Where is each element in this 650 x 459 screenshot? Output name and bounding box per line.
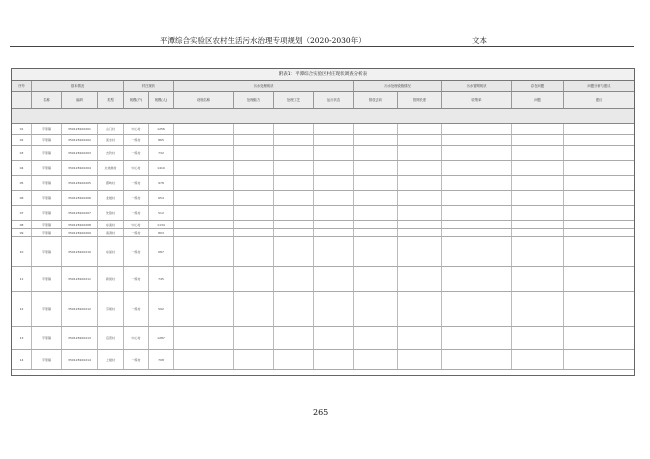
table-group-header	[12, 81, 634, 92]
table-cell: 流水村	[98, 135, 124, 145]
table-cell	[234, 292, 274, 326]
table-cell: 平原镇	[32, 146, 62, 160]
table-cell: 05	[12, 176, 32, 190]
table-cell	[314, 292, 354, 326]
table-cell	[174, 191, 234, 205]
table-cell: 平原镇	[32, 176, 62, 190]
table-cell	[398, 221, 442, 228]
table-cell	[314, 191, 354, 205]
table-cell: 803	[149, 229, 174, 236]
table-cell	[512, 327, 564, 349]
table-cell	[174, 161, 234, 175]
table-cell	[564, 229, 634, 236]
table-cell: 南湾村	[98, 229, 124, 236]
table-row	[12, 176, 634, 191]
table-cell	[512, 267, 564, 291]
table-cell	[174, 327, 234, 349]
page-number: 265	[313, 408, 329, 417]
table-cell	[174, 237, 234, 266]
page-header-title: 平潭综合实验区农村生活污水治理专项规划（2020-2030年）	[160, 36, 366, 45]
table-cell	[234, 161, 274, 175]
table-cell: 后营村	[98, 327, 124, 349]
table-cell: 北楼村	[98, 191, 124, 205]
subheader-cell: 处理能力	[234, 92, 274, 108]
table-cell	[442, 135, 512, 145]
table-cell	[354, 146, 398, 160]
table-cell	[442, 350, 512, 369]
table-cell	[512, 146, 564, 160]
table-cell: 592	[149, 292, 174, 326]
table-cell: 07	[12, 206, 32, 220]
table-cell	[234, 135, 274, 145]
table-cell	[442, 237, 512, 266]
table-cell	[564, 292, 634, 326]
table-cell	[398, 124, 442, 134]
table-cell: 中心村	[124, 221, 149, 228]
subheader-cell: 运行状态	[314, 92, 354, 108]
table-cell	[234, 350, 274, 369]
table-cell	[274, 176, 314, 190]
table-cell	[354, 191, 398, 205]
table-cell: 12	[12, 292, 32, 326]
header-rule	[10, 46, 634, 47]
table-cell	[174, 350, 234, 369]
table-row	[12, 206, 634, 221]
table-cell: 14	[12, 350, 32, 369]
table-cell	[564, 267, 634, 291]
table-cell: 745	[149, 267, 174, 291]
table-cell: 中心村	[124, 124, 149, 134]
table-cell	[442, 229, 512, 236]
table-cell: 1256	[149, 124, 174, 134]
table-cell	[174, 267, 234, 291]
table-cell: 一般村	[124, 292, 149, 326]
table-cell	[398, 237, 442, 266]
table-title: 附表1：平潭综合实验区村庄现状调查分析表	[12, 69, 634, 81]
table-cell	[442, 124, 512, 134]
table-cell: 火烧港村	[98, 161, 124, 175]
table-cell	[354, 350, 398, 369]
table-cell	[314, 221, 354, 228]
table-cell	[564, 191, 634, 205]
table-cell	[234, 237, 274, 266]
table-cell	[314, 124, 354, 134]
table-column-strip	[12, 109, 634, 124]
table-cell	[354, 206, 398, 220]
table-cell: 350128100201	[62, 124, 98, 134]
table-cell	[174, 221, 234, 228]
table-cell	[442, 327, 512, 349]
table-cell: 吉钓村	[98, 146, 124, 160]
table-cell	[314, 161, 354, 175]
group-header-cell: 污水处理现状	[174, 81, 354, 91]
table-cell	[512, 124, 564, 134]
table-cell: 东美村	[98, 221, 124, 228]
table-cell	[274, 267, 314, 291]
subheader-cell: 设施名称	[174, 92, 234, 108]
table-cell	[564, 146, 634, 160]
table-cell	[354, 135, 398, 145]
table-cell	[564, 161, 634, 175]
table-cell: 654	[149, 191, 174, 205]
table-cell	[354, 292, 398, 326]
table-cell	[512, 237, 564, 266]
group-header-cell: 存在问题	[512, 81, 564, 91]
table-cell	[174, 146, 234, 160]
table-cell: 一般村	[124, 229, 149, 236]
table-cell: 350128100203	[62, 146, 98, 160]
table-cell: 平原镇	[32, 237, 62, 266]
table-cell	[274, 327, 314, 349]
table-cell	[398, 350, 442, 369]
table-cell	[354, 124, 398, 134]
table-row	[12, 161, 634, 176]
table-cell	[398, 267, 442, 291]
table-cell: 先锋村	[98, 206, 124, 220]
table-cell	[234, 327, 274, 349]
subheader-cell	[12, 92, 32, 108]
table-cell: 平原镇	[32, 124, 62, 134]
table-cell: 一般村	[124, 237, 149, 266]
table-cell	[234, 221, 274, 228]
table-cell: 平原镇	[32, 267, 62, 291]
table-cell: 一般村	[124, 350, 149, 369]
table-cell	[442, 206, 512, 220]
table-cell	[442, 221, 512, 228]
table-cell	[354, 221, 398, 228]
table-cell: 04	[12, 161, 32, 175]
table-cell: 东星村	[98, 237, 124, 266]
table-cell	[512, 350, 564, 369]
table-cell	[174, 206, 234, 220]
table-cell	[274, 237, 314, 266]
subheader-cell: 建议	[595, 98, 603, 102]
table-cell	[564, 350, 634, 369]
table-cell: 一般村	[124, 146, 149, 160]
table-cell	[564, 327, 634, 349]
table-row	[12, 327, 634, 350]
table-cell: 一般村	[124, 206, 149, 220]
table-cell: 平原镇	[32, 161, 62, 175]
group-header-cell: 村庄现状	[124, 81, 174, 91]
table-cell: 350128100207	[62, 206, 98, 220]
table-row	[12, 350, 634, 370]
table-cell: 687	[149, 237, 174, 266]
table-cell: 350128100208	[62, 221, 98, 228]
table-cell: 978	[149, 176, 174, 190]
table-cell: 中心村	[124, 161, 149, 175]
table-cell	[564, 206, 634, 220]
table-cell: 350128100210	[62, 237, 98, 266]
table-cell	[564, 176, 634, 190]
subheader-cell: 规模(户)	[124, 92, 149, 108]
group-header-cell: 基本情况	[32, 81, 124, 91]
table-cell	[174, 124, 234, 134]
group-header-cell: 问题分析与建议	[587, 84, 611, 88]
table-cell: 山门村	[98, 124, 124, 134]
table-cell	[314, 146, 354, 160]
subheader-cell: 管网长度	[398, 92, 442, 108]
table-cell: 上楼村	[98, 350, 124, 369]
table-cell	[398, 206, 442, 220]
table-cell: 350128100211	[62, 267, 98, 291]
subheader-cell: 规模(人)	[149, 92, 174, 108]
table-row	[12, 146, 634, 161]
table-cell: 708	[149, 350, 174, 369]
table-cell: 13	[12, 327, 32, 349]
table-cell	[234, 229, 274, 236]
group-header-cell: 序号	[12, 81, 32, 91]
table-cell	[442, 176, 512, 190]
table-cell	[274, 135, 314, 145]
table-cell	[564, 124, 634, 134]
table-cell: 350128100214	[62, 350, 98, 369]
table-cell	[174, 176, 234, 190]
subheader-cell: 类型	[98, 92, 124, 108]
table-cell	[564, 237, 634, 266]
table-cell	[564, 135, 634, 145]
table-cell: 中心村	[124, 327, 149, 349]
table-cell: 01	[12, 124, 32, 134]
table-cell: 平原镇	[32, 191, 62, 205]
table-cell: 平原镇	[32, 206, 62, 220]
table-cell	[274, 161, 314, 175]
table-row	[12, 191, 634, 206]
table-cell: 一般村	[124, 191, 149, 205]
table-cell	[274, 221, 314, 228]
table-cell: 732	[149, 146, 174, 160]
table-cell	[442, 292, 512, 326]
table-cell	[512, 229, 564, 236]
table-cell: 512	[149, 206, 174, 220]
table-cell: 11	[12, 267, 32, 291]
table-cell: 平原镇	[32, 229, 62, 236]
table-cell	[314, 350, 354, 369]
table-cell	[174, 292, 234, 326]
table-cell	[274, 206, 314, 220]
table-cell	[354, 237, 398, 266]
table-cell: 1134	[149, 221, 174, 228]
table-cell: 350128100209	[62, 229, 98, 236]
table-cell	[314, 206, 354, 220]
column-strip-cell	[12, 109, 634, 123]
table-body	[12, 124, 634, 370]
table-cell: 平原镇	[32, 221, 62, 228]
table-cell: 一般村	[124, 176, 149, 190]
table-cell: 霞屿村	[98, 176, 124, 190]
data-table	[11, 68, 635, 376]
table-cell: 350128100213	[62, 327, 98, 349]
table-cell	[174, 135, 234, 145]
table-cell: 350128100205	[62, 176, 98, 190]
group-header-cell: 污水处理设施情况	[354, 81, 442, 91]
table-cell	[398, 161, 442, 175]
table-cell	[314, 267, 354, 291]
table-cell	[234, 146, 274, 160]
table-cell: 350128100204	[62, 161, 98, 175]
table-cell	[354, 176, 398, 190]
table-cell	[314, 176, 354, 190]
table-cell: 03	[12, 146, 32, 160]
table-cell	[274, 350, 314, 369]
subheader-cell: 编码	[62, 92, 98, 108]
table-cell: 09	[12, 229, 32, 236]
table-cell	[354, 327, 398, 349]
table-row	[12, 267, 634, 292]
table-cell: 平原镇	[32, 292, 62, 326]
subheader-cell: 问题	[512, 92, 564, 108]
table-row	[12, 237, 634, 267]
table-row	[12, 221, 634, 229]
table-row	[12, 292, 634, 327]
subheader-cell: 收集率	[442, 92, 512, 108]
table-row	[12, 124, 634, 135]
table-cell: 02	[12, 135, 32, 145]
table-cell	[354, 161, 398, 175]
table-cell	[442, 146, 512, 160]
table-cell	[234, 176, 274, 190]
table-cell: 08	[12, 221, 32, 228]
table-cell: 865	[149, 135, 174, 145]
table-cell: 06	[12, 191, 32, 205]
table-cell	[354, 229, 398, 236]
table-row	[12, 229, 634, 237]
table-cell: 平原镇	[32, 327, 62, 349]
table-cell	[442, 267, 512, 291]
table-cell: 一般村	[124, 267, 149, 291]
table-cell	[274, 292, 314, 326]
table-cell	[354, 267, 398, 291]
table-cell	[274, 229, 314, 236]
table-cell	[174, 229, 234, 236]
table-cell: 平原镇	[32, 135, 62, 145]
table-cell	[234, 124, 274, 134]
table-cell: 1287	[149, 327, 174, 349]
subheader-cell: 处理工艺	[274, 92, 314, 108]
table-cell	[512, 135, 564, 145]
table-cell	[274, 124, 314, 134]
table-cell	[512, 176, 564, 190]
table-cell: 新街村	[98, 267, 124, 291]
table-cell	[314, 237, 354, 266]
table-cell	[314, 229, 354, 236]
table-cell	[564, 221, 634, 228]
table-cell	[442, 161, 512, 175]
table-cell	[398, 327, 442, 349]
page-header-tag: 文本	[472, 36, 487, 45]
table-cell	[512, 191, 564, 205]
table-cell	[274, 191, 314, 205]
table-cell	[234, 206, 274, 220]
table-cell: 1410	[149, 161, 174, 175]
group-header-cell: 污水管网现状	[442, 81, 512, 91]
table-cell	[512, 292, 564, 326]
table-cell	[398, 176, 442, 190]
table-cell	[512, 221, 564, 228]
table-cell	[274, 146, 314, 160]
table-cell	[314, 327, 354, 349]
table-subheader	[12, 92, 634, 109]
table-cell: 350128100202	[62, 135, 98, 145]
table-cell	[512, 206, 564, 220]
table-cell	[234, 191, 274, 205]
table-cell	[234, 267, 274, 291]
subheader-cell: 排放去向	[354, 92, 398, 108]
table-cell	[398, 135, 442, 145]
table-cell	[512, 161, 564, 175]
table-row	[12, 135, 634, 146]
table-cell: 10	[12, 237, 32, 266]
table-cell	[314, 135, 354, 145]
table-cell: 芬尾村	[98, 292, 124, 326]
table-cell	[442, 191, 512, 205]
table-cell: 平原镇	[32, 350, 62, 369]
table-cell: 350128100212	[62, 292, 98, 326]
table-cell	[398, 146, 442, 160]
table-cell: 350128100206	[62, 191, 98, 205]
table-cell	[398, 229, 442, 236]
table-cell: 一般村	[124, 135, 149, 145]
subheader-cell: 名称	[32, 92, 62, 108]
table-cell	[398, 292, 442, 326]
table-cell	[398, 191, 442, 205]
